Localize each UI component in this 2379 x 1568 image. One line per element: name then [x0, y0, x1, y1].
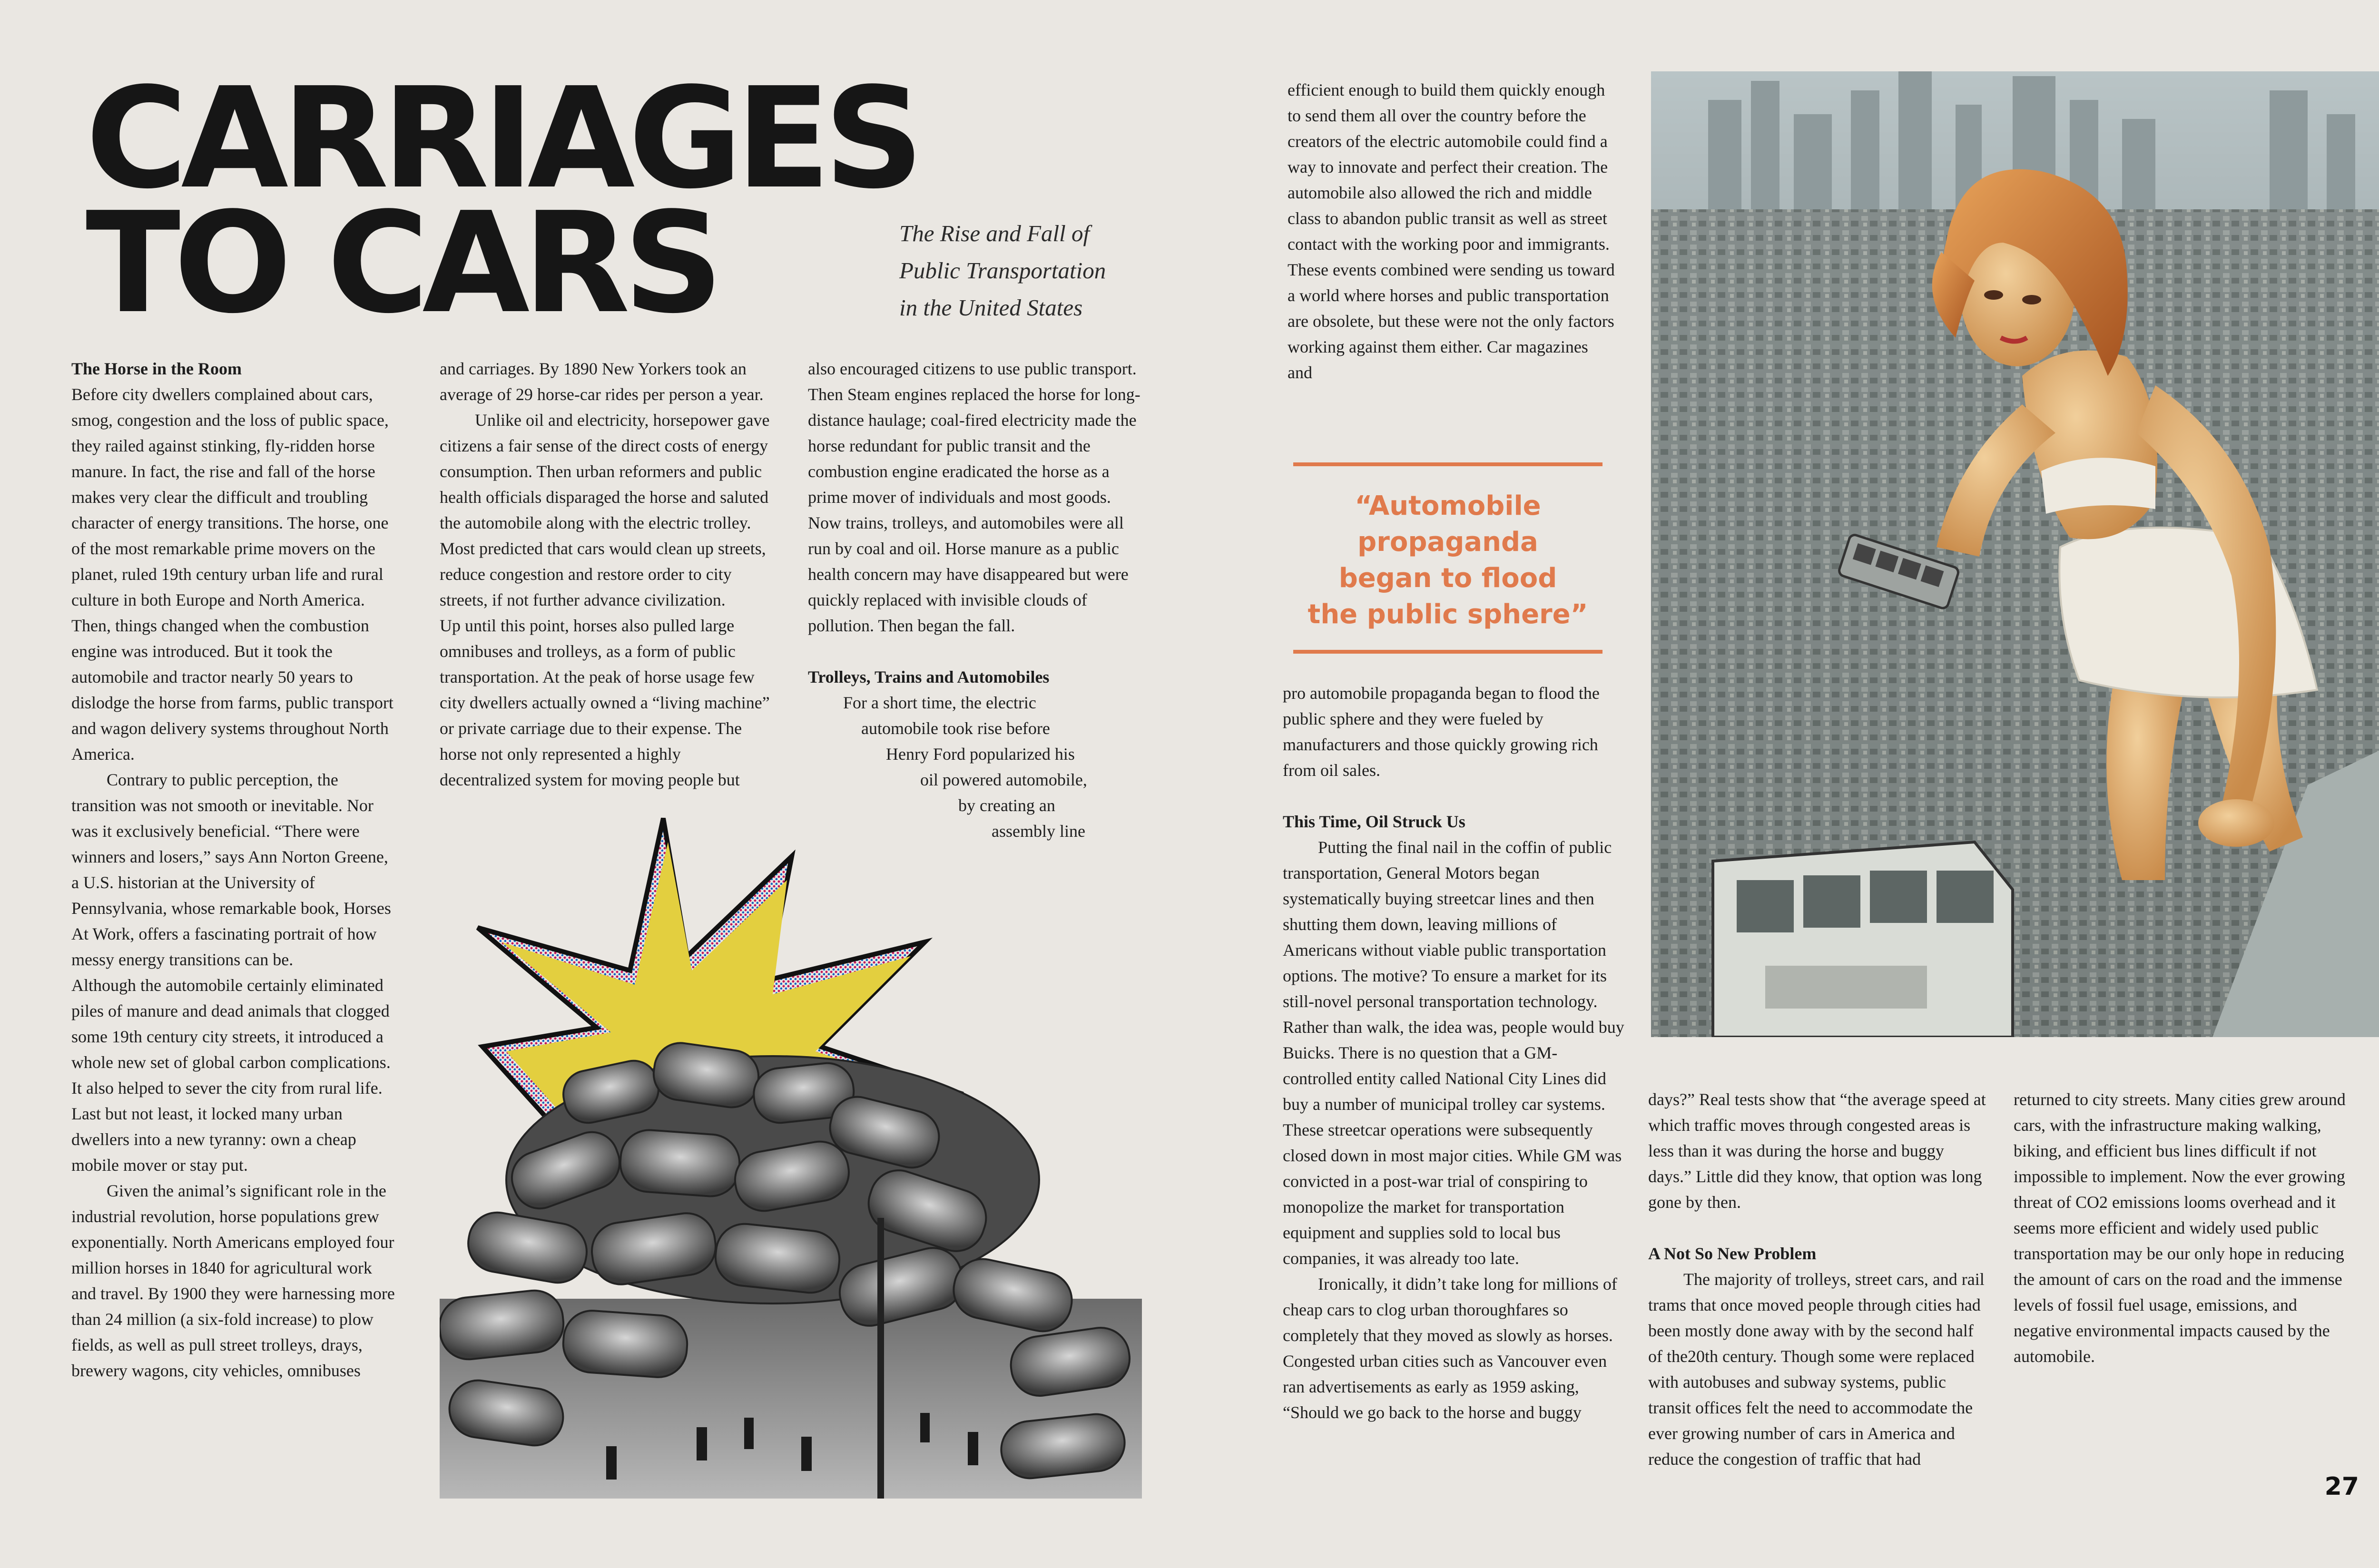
stair-line: oil powered automobile,	[920, 770, 1087, 789]
paragraph: Before city dwellers complained about cars, smog, congestion and the loss of public space, they railed against stinking, fly-ridden horse manure. In fact, the rise and fall of the horse makes very clear the difficult and troubling character of energy transitions. The horse, one of the most remarkable prime movers on the planet, ruled 19th century urban life and rural culture in both Europe and North America. Then, things changed when the combustion engine was introduced. But it took the automobile and tractor nearly 50 years to dislodge the horse from farms, public transport and wagon delivery systems throughout North America.	[71, 385, 393, 764]
paragraph: Although the automobile certainly eliminated piles of manure and dead animals that clogged some 19th century city streets, it introduced a whole new set of global carbon complications. It also helped to sever the city from rural life. Last but not least, it locked many urban dwellers into a new tyranny: own a cheap mobile mover or stay put.	[71, 976, 391, 1175]
giant-woman-collage-image	[1651, 71, 2379, 1037]
car-pileup-image	[440, 799, 1142, 1499]
paragraph: also encouraged citizens to use public transport. Then Steam engines replaced the horse for long-distance haulage; coal-fired electricity made the horse redundant for public transit and the combustion engine eradicated the horse as a prime mover of individuals and most goods. Now trains, trolleys, and automobiles were all run by coal and oil. Horse manure as a public health concern may have disappeared but were quickly replaced with invisible clouds of pollution. Then began the fall.	[808, 359, 1140, 635]
article-subtitle	[899, 215, 1166, 326]
paragraph: Contrary to public perception, the transition was not smooth or inevitable. Nor was it exclusively beneficial. “There were winners and losers,” says Ann Norton Greene, a U.S. historian at the University of Pennsylvania, whose remarkable book, Horses At Work, offers a fascinating portrait of how messy energy transitions can be.	[71, 770, 391, 969]
column-6	[1648, 1087, 1986, 1472]
pullquote-line: “Automobile	[1355, 490, 1541, 521]
column-5	[1283, 680, 1625, 1425]
pullquote-line: began to flood	[1338, 563, 1557, 594]
paragraph: Ironically, it didn’t take long for millions of cheap cars to clog urban thoroughfares so completely that they moved as slowly as horses. Congested urban cities such as Vancouver even ran advertisements as early as 1959 asking, “Should we go back to the horse and buggy	[1283, 1274, 1617, 1422]
column-7	[2014, 1087, 2356, 1369]
subtitle-line-2: Public Transportation	[899, 257, 1106, 284]
column-4	[1288, 77, 1616, 385]
subtitle-line-3: in the United States	[899, 294, 1083, 321]
paragraph: pro automobile propaganda began to flood the public sphere and they were fueled by manufacturers and those quickly growing rich from oil sales.	[1283, 684, 1600, 780]
title-line-2: TO CARS	[86, 182, 717, 344]
subtitle-line-1: The Rise and Fall of	[899, 220, 1090, 246]
paragraph: Up until this point, horses also pulled large omnibuses and trolleys, as a form of public transportation. At the peak of horse usage few city dwellers actually owned a “living machine” or private carriage due to their expense. The horse not only represented a highly decentralized system for moving people but	[440, 616, 770, 789]
paragraph: efficient enough to build them quickly enough to send them all over the country before the creators of the electric automobile could find a way to innovate and perfect their creation. The automobile also allowed the rich and middle class to abandon public transit as well as street contact with the working poor and immigrants. These events combined were sending us toward a world where horses and public transportation are obsolete, but these were not the only factors working against them either. Car magazines and	[1288, 80, 1615, 382]
stair-line: automobile took rise before	[861, 719, 1050, 738]
pullquote	[1293, 488, 1602, 633]
section-heading: Trolleys, Trains and Automobiles	[808, 667, 1050, 686]
pullquote-line: the public sphere”	[1307, 599, 1588, 630]
section-heading: The Horse in the Room	[71, 359, 242, 378]
stair-line: assembly line	[992, 822, 1085, 841]
column-3	[808, 356, 1141, 844]
title-line-1: CARRIAGES	[86, 58, 918, 219]
paragraph: and carriages. By 1890 New Yorkers took an average of 29 horse-car rides per person a year.	[440, 359, 764, 404]
giant-woman-illustration	[1651, 71, 2379, 1037]
column-1	[71, 356, 395, 1383]
paragraph: The majority of trolleys, street cars, and rail trams that once moved people through cities had been mostly done away with by the second half of the20th century. Though some were replaced with autobuses and subway systems, public transit offices felt the need to accommodate the ever growing number of cars in America and reduce the congestion of traffic that had	[1648, 1270, 1985, 1469]
section-heading: A Not So New Problem	[1648, 1244, 1817, 1263]
paragraph: Unlike oil and electricity, horsepower gave citizens a fair sense of the direct costs of energy consumption. Then urban reformers and public health officials disparaged the horse and saluted the automobile along with the electric trolley. Most predicted that cars would clean up streets, reduce congestion and restore order to city streets, if not further advance civilization.	[440, 411, 770, 609]
pullquote-line: propaganda	[1357, 527, 1538, 558]
column-2	[440, 356, 773, 793]
stair-line: For a short time, the electric	[843, 693, 1036, 712]
streetcar	[1713, 842, 2013, 1037]
stair-line: by creating an	[958, 796, 1055, 815]
page-number: 27	[2324, 1472, 2359, 1501]
paragraph: returned to city streets. Many cities grew around cars, with the infrastructure making walking, biking, and efficient bus lines difficult if not impossible to implement. Now the ever growing threat of CO2 emissions looms overhead and it seems more efficient and widely used public transportation may be our only hope in reducing the amount of cars on the road and the immense levels of fossil fuel usage, emissions, and negative environmental impacts caused by the automobile.	[2014, 1090, 2346, 1366]
paragraph: Given the animal’s significant role in the industrial revolution, horse populations grew exponentially. North Americans employed four million horses in 1840 for agricultural work and travel. By 1900 they were harnessing more than 24 million (a six-fold increase) to plow fields, as well as pull street trolleys, drays, brewery wagons, city vehicles, omnibuses	[71, 1181, 395, 1380]
paragraph: Putting the final nail in the coffin of public transportation, General Motors began systematically buying streetcar lines and then shutting them down, leaving millions of Americans without viable public transportation options. The motive? To ensure a market for its still-novel personal transportation technology. Rather than walk, the idea was, people would buy Buicks. There is no question that a GM-controlled entity called National City Lines did buy a number of municipal trolley car systems. These streetcar operations were subsequently closed down in most major cities. While GM was convicted in a post-war trial of conspiring to monopolize the market for transportation equipment and supplies sold to local bus companies, it was already too late.	[1283, 838, 1624, 1268]
paragraph: days?” Real tests show that “the average speed at which traffic moves through congested areas is less than it was during the horse and buggy days.” Little did they know, that option was long gone by then.	[1648, 1090, 1986, 1212]
car-pileup-illustration	[440, 799, 1142, 1499]
section-heading: This Time, Oil Struck Us	[1283, 812, 1465, 831]
stair-line: Henry Ford popularized his	[886, 745, 1075, 764]
